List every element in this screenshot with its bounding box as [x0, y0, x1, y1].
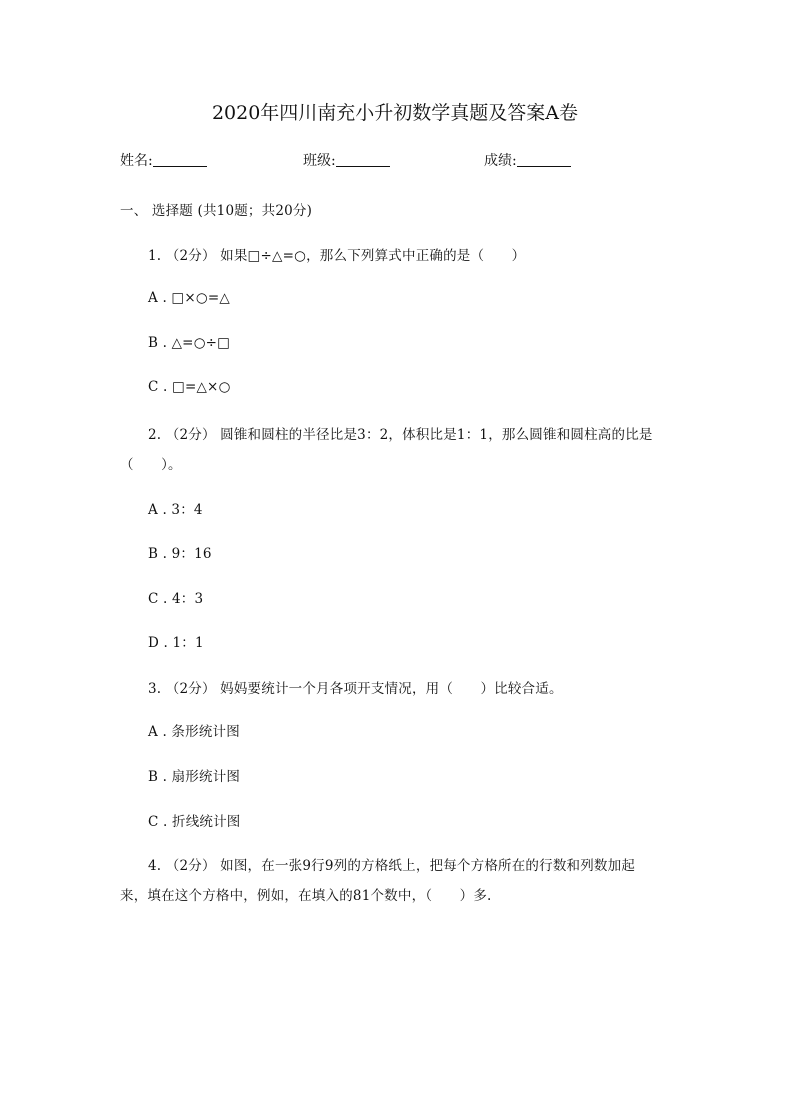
question-3-stem: 3. （2分） 妈妈要统计一个月各项开支情况，用（ ）比较合适。 [148, 681, 563, 697]
score-label: 成绩: [484, 153, 517, 169]
name-field [120, 150, 207, 170]
question-3-option-c: C . 折线统计图 [148, 814, 241, 830]
question-3-option-a: A . 条形统计图 [148, 724, 240, 740]
page-title: 2020年四川南充小升初数学真题及答案A卷 [211, 102, 579, 124]
question-2-option-c: C . 4：3 [148, 591, 204, 607]
class-label: 班级: [303, 153, 336, 169]
class-blank [336, 152, 390, 167]
section-heading: 一、 选择题 (共10题；共20分) [120, 203, 313, 219]
question-2-stem-line-1: 2. （2分） 圆锥和圆柱的半径比是3：2，体积比是1：1，那么圆锥和圆柱高的比是 [148, 427, 653, 443]
score-field [484, 150, 571, 170]
class-field [303, 150, 390, 170]
question-1-option-b: B . △=○÷□ [148, 335, 231, 351]
name-blank [153, 152, 207, 167]
question-1-option-a: A . □×○=△ [148, 290, 230, 306]
score-blank [517, 152, 571, 167]
question-1-stem: 1. （2分） 如果□÷△=○，那么下列算式中正确的是（ ） [148, 248, 526, 264]
question-3-option-b: B . 扇形统计图 [148, 769, 241, 785]
question-2-stem-line-2: （ ）。 [120, 457, 182, 473]
question-4-stem-line-2: 来，填在这个方格中，例如，在填入的81个数中，（ ）多. [120, 888, 492, 904]
question-1-option-c: C . □=△×○ [148, 379, 231, 395]
question-4-stem-line-1: 4. （2分） 如图，在一张9行9列的方格纸上，把每个方格所在的行数和列数加起 [148, 858, 636, 874]
name-label: 姓名: [120, 153, 153, 169]
question-2-option-b: B . 9：16 [148, 546, 212, 562]
question-2-option-d: D . 1：1 [148, 635, 204, 651]
question-2-option-a: A . 3：4 [148, 502, 203, 518]
